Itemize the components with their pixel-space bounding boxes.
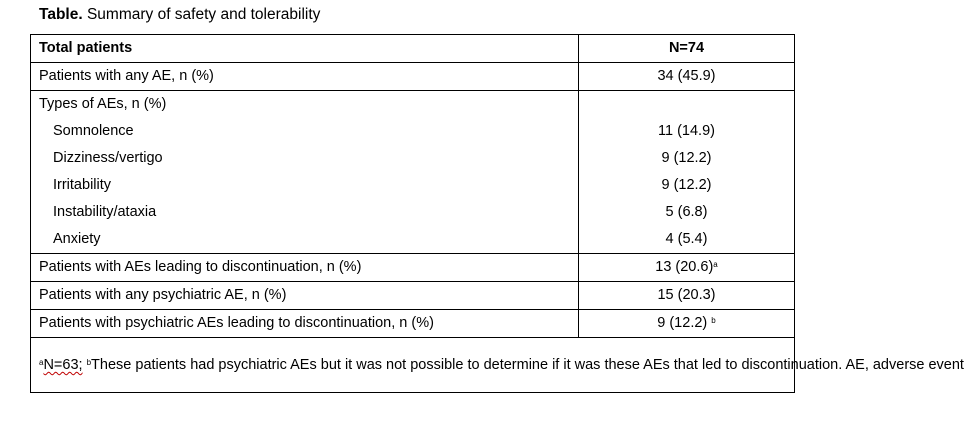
table-row xyxy=(31,310,795,338)
header-label: Total patients xyxy=(31,35,579,63)
table-row xyxy=(31,199,795,226)
row-label: Patients with psychiatric AEs leading to discontinuation, n (%) xyxy=(31,310,579,338)
header-value: N=74 xyxy=(579,35,795,63)
row-label: Patients with any AE, n (%) xyxy=(31,63,579,91)
caption-label: Table. xyxy=(39,6,83,23)
table-caption xyxy=(39,6,320,24)
footnote-marker: a xyxy=(713,260,718,270)
row-label: Instability/ataxia xyxy=(31,199,579,226)
footnote-text: $^a$N=63; $^b$These patients had psychiatric AEs but it was not possible to determine if it was these AEs that led to discontinuation. AE, adverse event xyxy=(31,338,795,393)
footnote-marker: b xyxy=(711,316,716,326)
table-row xyxy=(31,254,795,282)
row-value: 34 (45.9) xyxy=(579,63,795,91)
row-value: 9 (12.2) xyxy=(579,172,795,199)
footnote-row xyxy=(31,338,795,393)
table-row xyxy=(31,226,795,254)
row-label: Types of AEs, n (%) xyxy=(31,91,579,119)
row-value: 11 (14.9) xyxy=(579,118,795,145)
row-value xyxy=(579,91,795,119)
row-label: Dizziness/vertigo xyxy=(31,145,579,172)
row-value: 5 (6.8) xyxy=(579,199,795,226)
row-label: Anxiety xyxy=(31,226,579,254)
table-row xyxy=(31,118,795,145)
table-row xyxy=(31,63,795,91)
table-row xyxy=(31,172,795,199)
table-row xyxy=(31,91,795,119)
table-row xyxy=(31,145,795,172)
row-label: Patients with any psychiatric AE, n (%) xyxy=(31,282,579,310)
row-value: 4 (5.4) xyxy=(579,226,795,254)
row-value: 13 $(20.6)^a$ xyxy=(579,254,795,282)
row-value: 15 (20.3) xyxy=(579,282,795,310)
footnote-b: These patients had psychiatric AEs but it was not possible to determine if it was these AEs that led to discontinuation. AE, adverse event xyxy=(91,356,964,373)
table-header-row xyxy=(31,35,795,63)
row-value: 9 (12.2) xyxy=(579,145,795,172)
caption-title: Summary of safety and tolerability xyxy=(82,6,321,23)
footnote-a: N=63; xyxy=(43,356,83,373)
row-label: Somnolence xyxy=(31,118,579,145)
row-label: Irritability xyxy=(31,172,579,199)
table-row xyxy=(31,282,795,310)
row-label: Patients with AEs leading to discontinuation, n (%) xyxy=(31,254,579,282)
row-value: 9 (12.2) $^b$ xyxy=(579,310,795,338)
safety-table xyxy=(30,34,964,393)
